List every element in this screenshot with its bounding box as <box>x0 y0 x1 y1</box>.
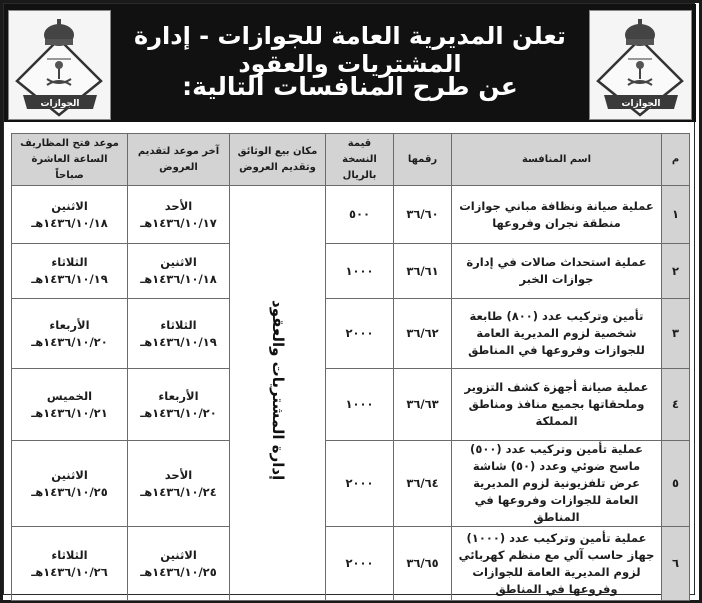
opening-day: الثلاثاء <box>51 255 88 269</box>
tender-number: ٣٦/٦٣ <box>394 369 452 441</box>
header-number: رقمها <box>394 134 452 186</box>
opening-day: الاثنين <box>51 198 88 213</box>
opening-date: ١٤٣٦/١٠/٢٥هـ <box>31 484 108 499</box>
opening-date: ١٤٣٦/١٠/٢٦هـ <box>31 564 108 579</box>
row-index: ٣ <box>662 299 690 369</box>
deadline-day: الاثنين <box>160 255 197 269</box>
table-row <box>12 441 690 527</box>
table-header-row <box>12 134 690 186</box>
headline-line-2: عن طرح المنافسات التالية: <box>182 72 518 101</box>
opening-cell <box>12 369 128 441</box>
deadline-date: ١٤٣٦/١٠/٢٠هـ <box>140 405 217 420</box>
opening-cell <box>12 441 128 527</box>
tender-name: عملية استحداث صالات في إدارة جوازات الخبر <box>452 244 662 299</box>
tenders-table <box>11 133 690 601</box>
header-deadline: آخر موعد لتقديم العروض <box>128 134 230 186</box>
header-place: مكان بيع الوثائق وتقديم العروض <box>230 134 326 186</box>
copy-price: ١٠٠٠ <box>326 244 394 299</box>
header-index: م <box>662 134 690 186</box>
passports-emblem-icon <box>589 10 692 120</box>
header-name: اسم المنافسة <box>452 134 662 186</box>
deadline-cell <box>128 244 230 299</box>
tender-name: عملية تأمين وتركيب عدد (١٠٠٠) جهاز حاسب آلي مع منظم كهربائي لزوم المديرية العامة للجوازات وفروعها في المناطق <box>452 527 662 601</box>
passports-emblem-icon <box>8 10 111 120</box>
deadline-date: ١٤٣٦/١٠/٢٤هـ <box>140 484 217 499</box>
tender-number: ٣٦/٦٠ <box>394 186 452 244</box>
table-row <box>12 244 690 299</box>
copy-price: ٢٠٠٠ <box>326 441 394 527</box>
svg-text:الجوازات: الجوازات <box>40 99 80 109</box>
tender-number: ٣٦/٦٢ <box>394 299 452 369</box>
deadline-cell <box>128 441 230 527</box>
place-label: إدارة المشتريات والعقود <box>269 300 287 481</box>
opening-cell <box>12 527 128 601</box>
table-row <box>12 186 690 244</box>
announcement-banner <box>4 4 696 122</box>
table-row <box>12 369 690 441</box>
deadline-cell <box>128 369 230 441</box>
opening-cell <box>12 244 128 299</box>
copy-price: ٢٠٠٠ <box>326 527 394 601</box>
deadline-cell <box>128 186 230 244</box>
svg-text:الجوازات: الجوازات <box>621 99 661 109</box>
deadline-day: الثلاثاء <box>160 317 197 332</box>
opening-date: ١٤٣٦/١٠/٢١هـ <box>31 405 108 420</box>
deadline-date: ١٤٣٦/١٠/١٨هـ <box>140 272 217 286</box>
deadline-date: ١٤٣٦/١٠/٢٥هـ <box>140 564 217 579</box>
tender-name: تأمين وتركيب عدد (٨٠٠) طابعة شخصية لزوم المديرية العامة للجوازات وفروعها في المناطق <box>452 299 662 369</box>
tender-name: عملية صيانة أجهزة كشف التزوير وملحقاتها بجميع منافذ ومناطق المملكة <box>452 369 662 441</box>
emblem-svg <box>590 11 691 119</box>
emblem-svg <box>9 11 110 119</box>
place-merged-cell <box>230 186 326 601</box>
deadline-date: ١٤٣٦/١٠/١٧هـ <box>140 215 217 230</box>
copy-price: ٢٠٠٠ <box>326 299 394 369</box>
copy-price: ٥٠٠ <box>326 186 394 244</box>
table-row <box>12 299 690 369</box>
opening-date: ١٤٣٦/١٠/١٨هـ <box>31 215 108 230</box>
tender-number: ٣٦/٦٥ <box>394 527 452 601</box>
row-index: ٤ <box>662 369 690 441</box>
deadline-cell <box>128 527 230 601</box>
deadline-date: ١٤٣٦/١٠/١٩هـ <box>140 334 217 349</box>
opening-cell <box>12 299 128 369</box>
opening-date: ١٤٣٦/١٠/١٩هـ <box>31 272 108 286</box>
tender-number: ٣٦/٦١ <box>394 244 452 299</box>
tender-number: ٣٦/٦٤ <box>394 441 452 527</box>
deadline-day: الأربعاء <box>158 388 199 403</box>
opening-cell <box>12 186 128 244</box>
header-price: قيمة النسخة بالريال <box>326 134 394 186</box>
row-index: ٥ <box>662 441 690 527</box>
headline-line-1: تعلن المديرية العامة للجوازات - إدارة المشتريات والعقود <box>134 22 566 78</box>
opening-day: الأربعاء <box>49 317 90 332</box>
opening-day: الخميس <box>46 388 93 403</box>
tender-name: عملية تأمين وتركيب عدد (٥٠٠) ماسح ضوئي وعدد (٥٠) شاشة عرض تلفزيونية لزوم المديرية العامة للجوازات وفروعها في المناطق <box>452 441 662 527</box>
deadline-day: الأحد <box>164 467 193 482</box>
deadline-day: الاثنين <box>160 547 197 562</box>
deadline-cell <box>128 299 230 369</box>
row-index: ٢ <box>662 244 690 299</box>
opening-date: ١٤٣٦/١٠/٢٠هـ <box>31 334 108 349</box>
row-index: ٦ <box>662 527 690 601</box>
opening-day: الاثنين <box>51 467 88 482</box>
copy-price: ١٠٠٠ <box>326 369 394 441</box>
deadline-day: الأحد <box>164 198 193 213</box>
table-row <box>12 527 690 601</box>
row-index: ١ <box>662 186 690 244</box>
header-opening: موعد فتح المظاريف الساعة العاشرة صباحاً <box>12 134 128 186</box>
tender-name: عملية صيانة ونظافة مباني جوازات منطقة نجران وفروعها <box>452 186 662 244</box>
opening-day: الثلاثاء <box>51 547 88 562</box>
